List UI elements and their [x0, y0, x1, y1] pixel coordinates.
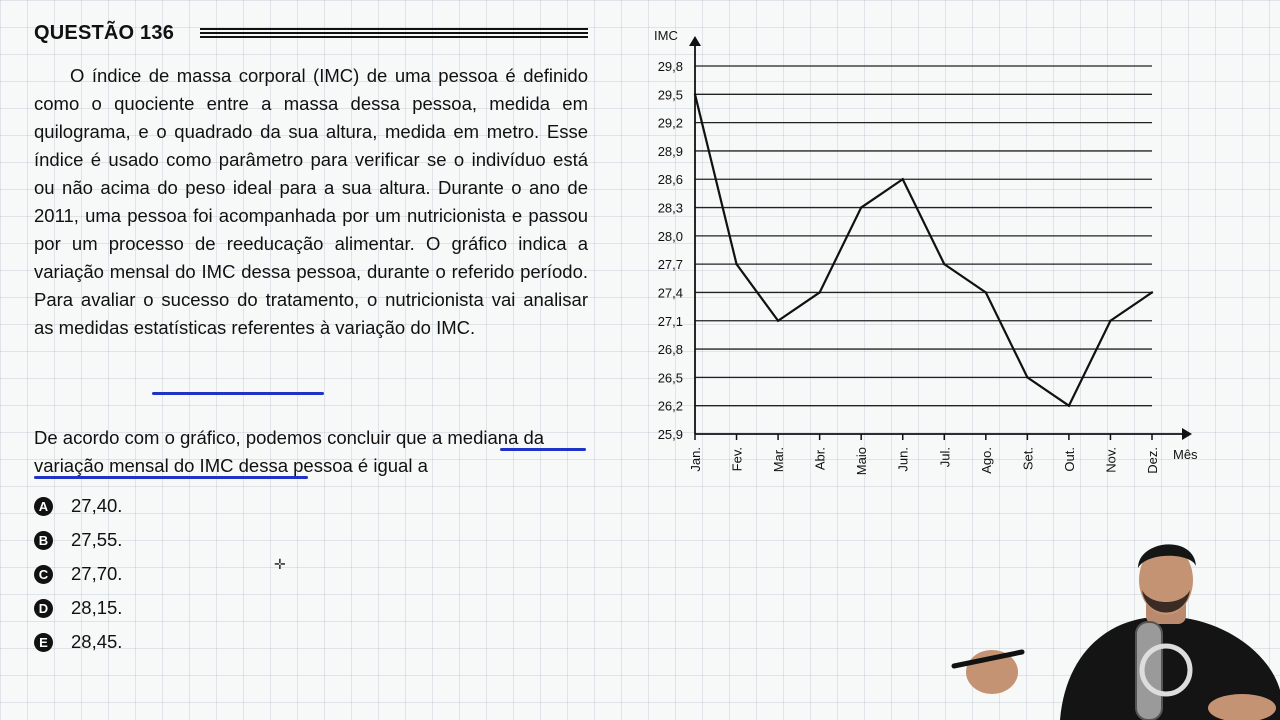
y-tick-label: 26,2 — [657, 398, 683, 414]
data-point — [1151, 291, 1153, 293]
x-tick-label: Jul. — [937, 447, 953, 468]
imc-series-line — [695, 94, 1152, 405]
annotation-underline — [34, 476, 308, 479]
y-axis-arrow — [689, 36, 701, 46]
y-tick-label: 27,7 — [657, 257, 683, 273]
presenter-webcam — [950, 530, 1280, 720]
x-tick-label: Ago. — [978, 447, 994, 474]
y-tick-label: 25,9 — [657, 427, 683, 442]
annotation-underline — [500, 448, 586, 451]
option-text: 28,15. — [71, 597, 123, 618]
x-tick-label: Maio — [854, 447, 870, 476]
y-tick-label: 29,5 — [657, 87, 683, 103]
data-point — [818, 291, 820, 293]
option-letter: C — [34, 565, 53, 584]
y-tick-label: 28,6 — [657, 172, 683, 188]
option-text: 27,40. — [71, 495, 123, 516]
y-tick-label: 28,0 — [657, 228, 683, 244]
data-point — [777, 320, 779, 322]
option-letter: B — [34, 531, 53, 550]
y-tick-label: 26,5 — [657, 370, 683, 386]
option-letter: A — [34, 497, 53, 516]
y-axis-label: IMC — [654, 28, 678, 43]
y-tick-label: 27,4 — [657, 285, 683, 301]
question-prompt: De acordo com o gráfico, podemos concluir que a mediana da variação mensal do IMC dessa pessoa é igual a — [34, 427, 545, 476]
y-tick-label: 28,9 — [657, 143, 683, 159]
y-tick-label: 26,8 — [657, 342, 683, 358]
x-tick-label: Set. — [1020, 447, 1036, 471]
question-paragraph — [34, 62, 588, 342]
cursor-crosshair-icon: ✛ — [274, 556, 286, 572]
y-tick-label: 27,1 — [657, 313, 683, 329]
paragraph-text: O índice de massa corporal (IMC) de uma pessoa é definido como o quociente entre a massa dessa pessoa, medida em quilograma, e o quadrado da sua altura, medida em metro. Esse índice é usado como parâmetro para verificar se o indivíduo está ou não acima do peso ideal para a sua altura. Durante o ano de 2011, uma pessoa foi acompanhada por um nutricionista e passou por um processo de reeducação alimentar. O gráfico indica a variação mensal do IMC dessa pessoa, durante o referido período. Para avaliar o sucesso do tratamento, o nutricionista vai analisar as medidas estatísticas referentes à variação do IMC. — [34, 65, 588, 338]
data-point — [902, 178, 904, 180]
x-tick-label: Fev. — [729, 447, 745, 472]
y-tick-label: 29,2 — [657, 115, 683, 131]
option-e[interactable] — [34, 630, 122, 654]
data-point — [1109, 320, 1111, 322]
option-d[interactable] — [34, 596, 122, 620]
data-point — [860, 206, 862, 208]
option-text: 27,70. — [71, 563, 123, 584]
question-header — [34, 22, 588, 48]
x-tick-label: Dez. — [1145, 447, 1160, 474]
data-point — [735, 263, 737, 265]
option-b[interactable] — [34, 528, 122, 552]
annotation-underline — [152, 392, 324, 395]
data-point — [943, 263, 945, 265]
x-tick-label: Nov. — [1103, 447, 1119, 473]
imc-line-chart — [630, 18, 1220, 488]
option-letter: D — [34, 599, 53, 618]
data-point — [985, 291, 987, 293]
x-tick-label: Mar. — [771, 447, 787, 473]
question-title: QUESTÃO 136 — [34, 22, 175, 44]
y-tick-label: 29,8 — [657, 59, 683, 74]
option-letter: E — [34, 633, 53, 652]
x-tick-label: Jan. — [688, 447, 703, 472]
data-point — [1026, 376, 1028, 378]
option-c[interactable] — [34, 562, 122, 586]
x-tick-label: Out. — [1061, 447, 1077, 472]
option-text: 28,45. — [71, 631, 123, 652]
data-point — [694, 93, 696, 95]
x-axis-arrow — [1182, 428, 1192, 440]
option-a[interactable] — [34, 494, 122, 518]
y-tick-label: 28,3 — [657, 200, 683, 216]
x-tick-label: Abr. — [812, 447, 828, 471]
header-rule — [200, 28, 588, 40]
option-text: 27,55. — [71, 529, 123, 550]
x-axis-label: Mês — [1173, 447, 1198, 462]
x-tick-label: Jun. — [895, 447, 911, 472]
data-point — [1068, 404, 1070, 406]
